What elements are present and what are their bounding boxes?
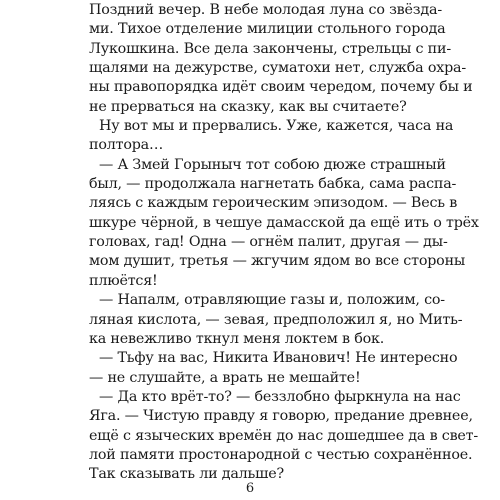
text-line: ещё с языческих времён до нас дошедшее да в свет- — [89, 427, 479, 444]
text-line: ка невежливо ткнул меня локтем в бок. — [89, 330, 385, 347]
text-line: — не слушайте, а врать не мешайте! — [89, 369, 361, 386]
text-line: ляясь с каждым героическим эпизодом. — Весь в — [89, 195, 458, 212]
text-line: шкуре чёрной, в чешуе дамасской да ещё ить о трёх — [89, 214, 479, 231]
body-text — [89, 1, 479, 485]
text-line: Яга. — Чистую правду я говорю, предание древнее, — [89, 408, 473, 425]
text-line: полтора… — [89, 137, 164, 154]
text-line: мом душит, третья — жгучим ядом во все стороны — [89, 253, 466, 270]
text-line: Поздний вечер. В небе молодая луна со звёзда- — [89, 2, 442, 18]
text-line: лой памяти простонародной с честью сохранённое. — [89, 446, 473, 463]
text-line: — Напалм, отравляющие газы и, положим, со- — [99, 292, 445, 309]
text-line: плюётся! — [89, 272, 158, 289]
text-line: Ну вот мы и прервались. Уже, кажется, часа на — [99, 118, 454, 135]
text-line: — Тьфу на вас, Никита Иванович! Не интересно — [99, 350, 458, 367]
text-line: ляная кислота, — зевая, предположил я, но Мить- — [89, 311, 463, 328]
text-line: был, — продолжала нагнетать бабка, сама распа- — [89, 176, 457, 193]
text-line: щалями на дежурстве, суматохи нет, служба охра- — [89, 60, 467, 77]
text-line: ны правопорядка идёт своим чередом, почему бы и — [89, 79, 473, 96]
text-line: — А Змей Горыныч тот собою дюже страшный — [99, 156, 446, 173]
text-line: ми. Тихое отделение милиции стольного города — [89, 21, 446, 38]
page-number: 6 — [245, 481, 255, 496]
text-line: — Да кто врёт-то? — беззлобно фыркнула на нас — [99, 388, 461, 405]
text-line: головах, гад! Одна — огнём палит, другая — ды- — [89, 234, 448, 251]
text-line: не прерваться на сказку, как вы считаете? — [89, 98, 407, 115]
text-line: Лукошкина. Все дела закончены, стрельцы с пи- — [89, 40, 451, 57]
text-line: Так сказывать ли дальше? — [89, 466, 284, 483]
